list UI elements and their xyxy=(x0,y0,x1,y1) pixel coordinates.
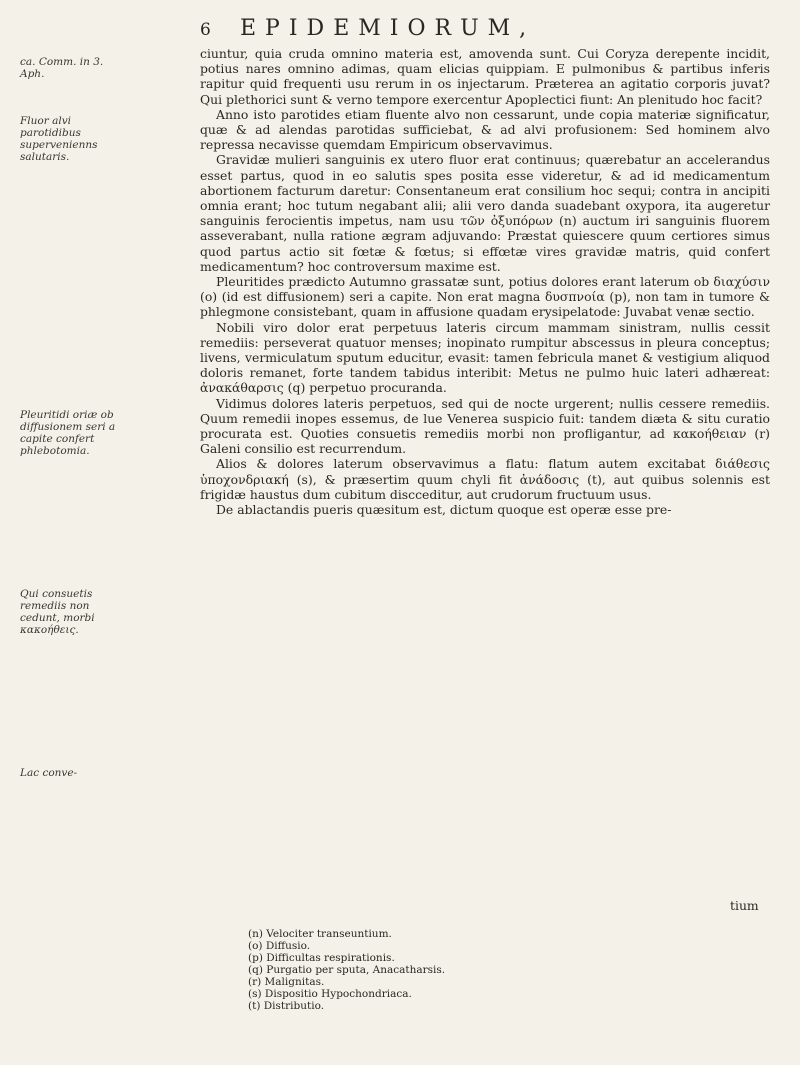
running-title: EPIDEMIORUM, xyxy=(240,16,536,41)
page-header xyxy=(200,16,760,41)
main-text xyxy=(200,46,770,517)
footnote: (s) Dispositio Hypochondriaca. xyxy=(248,988,412,1000)
paragraph: Pleuritides prædicto Autumno grassatæ sunt, potius dolores erant laterum ob διαχύσιν (o) (id est diffusionem) seri a capite. Non erat magna δυσπνοία (p), non tam in tumore & phlegmone consistebant, quam in affusione quadam erysipelatode: Juvabat venæ sectio. xyxy=(200,274,770,320)
footnote: (q) Purgatio per sputa, Anacatharsis. xyxy=(248,964,446,976)
margin-note: ca. Comm. in 3. Aph. xyxy=(20,56,104,80)
footnote: (p) Difficultas respirationis. xyxy=(248,952,395,964)
footnote: (n) Velociter transeuntium. xyxy=(248,928,392,940)
footnote: (o) Diffusio. xyxy=(248,940,311,952)
catchword: tium xyxy=(730,898,759,913)
paragraph: Anno isto parotides etiam fluente alvo non cessarunt, unde copia materiæ significatur, quæ & ad alendas parotidas sufficiebat, & ad alvi profusionem: Sed hominem alvo repressa necavisse quemdam Empiricum observavimus. xyxy=(200,106,770,153)
paragraph: Vidimus dolores lateris perpetuos, sed qui de nocte urgerent; nullis cessere remediis. Quum remedii inopes essemus, de lue Venerea suspicio fuit: tandem diæta & situ curatio procurata est. Quoties consuetis remediis morbi non profligantur, ad κακοήθειαν (r) Galeni consilio est recurrendum. xyxy=(200,395,770,457)
paragraph: Alios & dolores laterum observavimus a flatu: flatum autem excitabat διάθεσις ὑποχονδριακή (s), & præsertim quum chyli fit ἀνάδοσις (t), aut quibus solennis est frigidæ haustus dum cubitum discceditur, aut crudorum fructuum usus. xyxy=(200,456,770,502)
paragraph: ciuntur, quia cruda omnino materia est, amovenda sunt. Cui Coryza derepente incidit, potius nares omnino adimas, quam elicias quippiam. E pulmonibus & partibus inferis rapitur quid frequenti usu rerum in os injectarum. Præterea an agitatio corporis juvat? Qui plethorici sunt & verno tempore exercentur Apoplectici fiunt: An plenitudo hoc facit? xyxy=(200,46,770,107)
paragraph: Nobili viro dolor erat perpetuus lateris circum mammam sinistram, nullis cessit remediis: perseverat quatuor menses; inopinato rumpitur abscessus in pleura conceptus; livens, vermiculatum sputum educitur, evasit: tamen febricula manet & vestigium aliquod doloris remanet, forte tandem tabidus interibit: Metus ne pulmo huic lateri adhæreat: ἀνακάθαρσις (q) perpetuo procuranda. xyxy=(200,319,770,396)
margin-note: Qui consuetis remediis non cedunt, morbi κακοήθεις. xyxy=(20,588,95,636)
footnote: (t) Distributio. xyxy=(248,1000,325,1012)
margin-note: Pleuritidi oriæ ob diffusionem seri a capite confert phlebotomia. xyxy=(20,409,116,457)
margin-note: Fluor alvi parotidibus supervenienns salutaris. xyxy=(20,115,98,163)
page-number: 6 xyxy=(200,20,211,40)
footnote: (r) Malignitas. xyxy=(248,976,325,988)
paragraph: De ablactandis pueris quæsitum est, dictum quoque est operæ esse pre- xyxy=(216,502,672,518)
footnotes xyxy=(248,928,568,1012)
margin-note: Lac conve- xyxy=(20,767,78,779)
paragraph: Gravidæ mulieri sanguinis ex utero fluor erat continuus; quærebatur an accelerandus esset partus, quod in eo salutis spes posita esse videretur, & ad id medicamentum abortionem facturum daretur: Consentaneum erat consilium hoc sequi; contra in ancipiti omnia erant; hoc tutum negabant alii; alii vero danda suadebant oxypora, ita augeretur sanguinis ferocientis impetus, nam usu τῶν ὀξυπόρων (n) auctum iri sanguinis fluorem asseverabant, nulla ratione ægram adjuvando: Præstat quiescere quum certiores simus quod partus actio sit fœtæ & fœtus; si effœtæ vires gravidæ matris, quid confert medicamentum? hoc controversum maxime est. xyxy=(200,152,770,274)
margin-notes xyxy=(20,0,185,1065)
